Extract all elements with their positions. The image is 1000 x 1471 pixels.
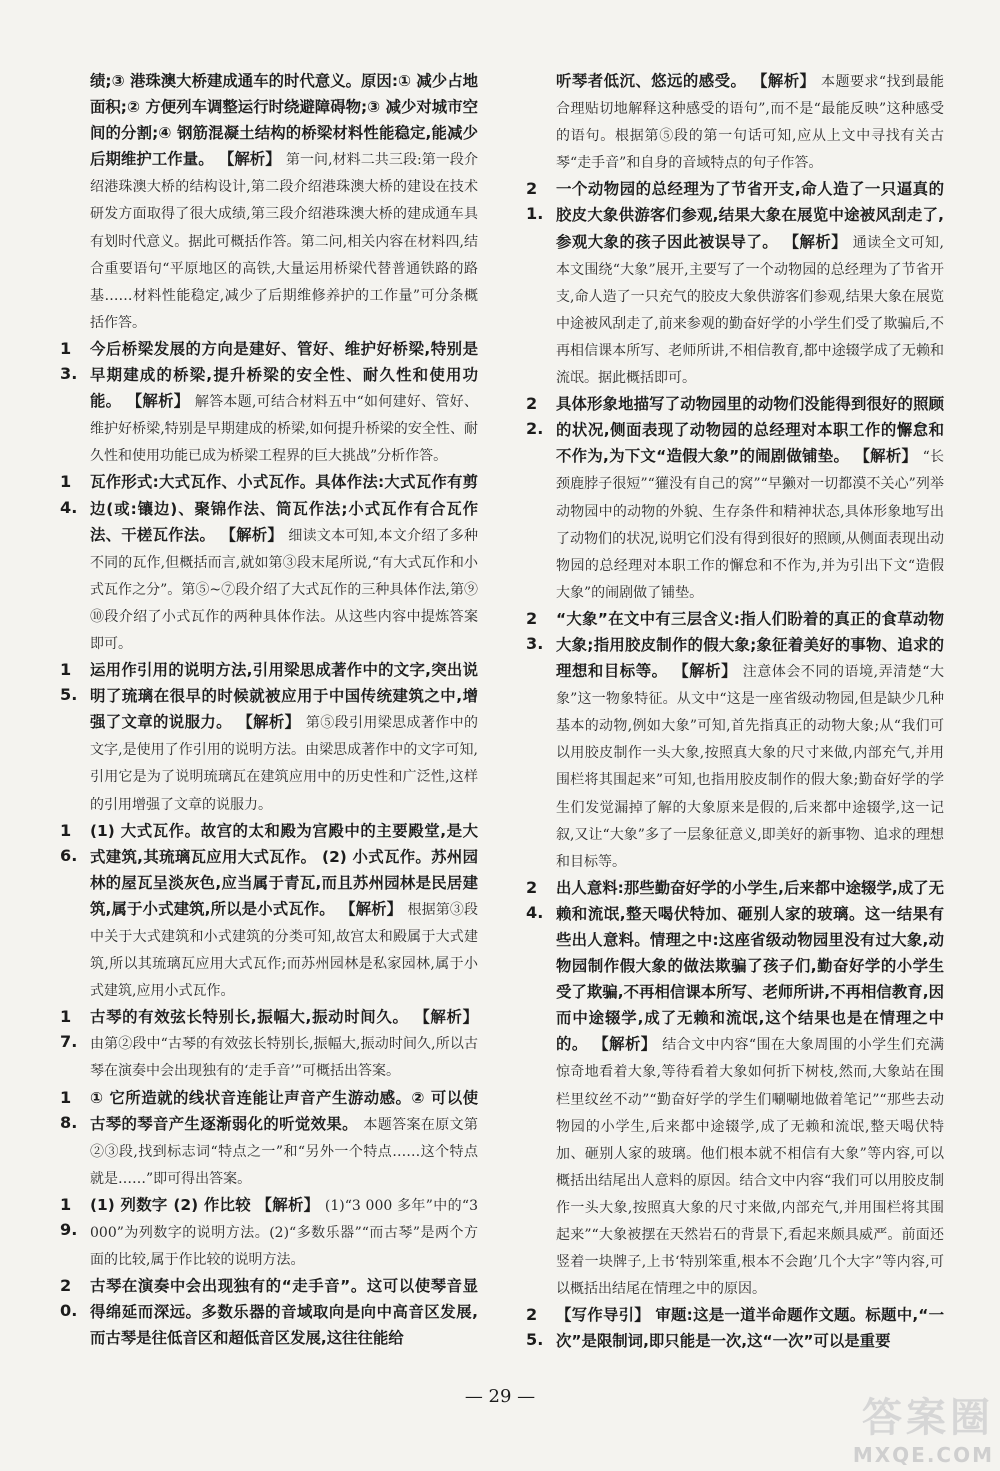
answer-text: 具体形象地描写了动物园里的动物们没能得到很好的照顾的状况,侧面表现了动物园的总经理对本职工作的懈怠和不作为,为下文“造假大象”的闹剧做铺垫。 <box>556 395 944 466</box>
analysis-tag: 【解析】 <box>751 72 816 90</box>
analysis-text: 根据第③段中关于大式建筑和小式建筑的分类可知,故宫太和殿属于大式建筑,所以其琉璃瓦应用大式瓦作;而苏州园林是私家园林,属于小式建筑,应用小式瓦作。 <box>90 901 478 1000</box>
analysis-text: 细读文本可知,本文介绍了多种不同的瓦作,但概括而言,就如第③段末尾所说,“有大式瓦作和小式瓦作之分”。第⑤~⑦段介绍了大式瓦作的三种具体作法,第⑨⑩段介绍了小式瓦作的两种具体作法。从这些内容中提炼答案即可。 <box>90 527 478 652</box>
answer-item <box>60 657 478 818</box>
analysis-tag: 【解析】 <box>237 713 301 732</box>
question-number: 19. <box>60 1194 78 1240</box>
answer-item <box>526 1302 944 1354</box>
question-number: 16. <box>60 820 78 865</box>
analysis-text: (1)“3 000 多年”中的“3 000”为列数字的说明方法。(2)“多数乐器”“而古琴”是两个方面的比较,属于作比较的说明方法。 <box>90 1197 478 1269</box>
answer-item <box>526 875 944 1303</box>
question-number: 17. <box>60 1007 78 1052</box>
answer-text: 绩;③ 港珠澳大桥建成通车的时代意义。原因:① 减少占地面积;② 方便列车调整运行时绕避障碍物;③ 减少对城市空间的分割;④ 钢筋混凝土结构的桥梁材料性能稳定,能减少后期维护工作量。 <box>90 72 478 169</box>
analysis-tag: 【解析】 <box>256 1195 320 1214</box>
watermark-url: MXQE.COM <box>852 1443 994 1467</box>
answer-text: (1) 列数字 (2) 作比较 <box>90 1195 252 1214</box>
analysis-tag: 【解析】 <box>218 150 281 169</box>
answer-item <box>60 469 478 657</box>
answer-text: 听琴者低沉、悠远的感受。 <box>556 72 747 90</box>
analysis-text: 由第②段中“古琴的有效弦长特别长,振幅大,振动时间久,所以古琴在演奏中会出现独有的‘走手音’”可概括出答案。 <box>90 1036 478 1080</box>
answer-item <box>60 1192 478 1273</box>
answer-text: 古琴在演奏中会出现独有的“走手音”。这可以使琴音显得绵延而深远。多数乐器的音域取向是向中高音区发展,而古琴是往低音区和超低音区发展,这往往能给 <box>90 1277 478 1348</box>
analysis-text: 第⑤段引用梁思成著作中的文字,是使用了作引用的说明方法。由梁思成著作中的文字可知,引用它是为了说明琉璃瓦在建筑应用中的历史性和广泛性,这样的引用增强了文章的说服力。 <box>90 715 478 813</box>
analysis-text: “长颈鹿脖子很短”“獾没有自己的窝”“早獭对一切都漠不关心”列举动物园中的动物的外貌、生存条件和精神状态,具体形象地写出了动物们的状况,说明它们没有得到很好的照顾,从侧面表现出动物园的总经理对本职工作的懈怠和不作为,并为引出下文“造假大象”的闹剧做了铺垫。 <box>556 449 944 601</box>
answer-text: 出人意料:那些勤奋好学的小学生,后来都中途辍学,成了无赖和流氓,整天喝伏特加、砸别人家的玻璃。这一结果有些出人意料。情理之中:这座省级动物园里没有过大象,动物园制作假大象的做法欺骗了孩子们,勤奋好学的小学生受了欺骗,不再相信课本所写、老师所讲,不再相信教育,因而中途辍学,成了无赖和流氓,这个结果也是在情理之中的。 <box>556 878 944 1054</box>
analysis-text: 注意体会不同的语境,弄清楚“大象”这一物象特征。从文中“这是一座省级动物园,但是缺少几种基本的动物,例如大象”可知,首先指真正的动物大象;从“我们可以用胶皮制作一头大象,按照真大象的尺寸来做,内部充气,并用围栏将其围起来”可知,也指用胶皮制作的假大象;勤奋好学的学生们发觉漏掉了解的大象原来是假的,后来都中途辍学,这一记叙,又让“大象”多了一层象征意义,即美好的新事物、追求的理想和目标等。 <box>556 664 944 870</box>
analysis-text: 本题答案在原文第②③段,找到标志词“特点之一”和“另外一个特点……这个特点就是……”即可得出答案。 <box>90 1116 479 1187</box>
page-number: — 29 — <box>464 1386 536 1407</box>
answer-text: 古琴的有效弦长特别长,振幅大,振动时间久。 <box>90 1008 409 1027</box>
analysis-text: 通读全文可知,本文围绕“大象”展开,主要写了一个动物园的总经理为了节省开支,命人造了一只充气的胶皮大象供游客们参观,结果大象在展览中途被风刮走了,前来参观的勤奋好学的小学生们受了欺骗后,不再相信课本所写、老师所讲,不相信教育,都中途辍学成了无赖和流氓。据此概括即可。 <box>556 234 944 387</box>
answer-continuation <box>60 68 478 336</box>
left-column <box>60 68 478 1352</box>
answer-item <box>60 1273 478 1351</box>
answer-item <box>60 336 478 469</box>
question-number: 20. <box>60 1276 78 1321</box>
question-number: 13. <box>60 338 78 384</box>
analysis-tag: 【解析】 <box>783 232 848 251</box>
answer-text: 瓦作形式:大式瓦作、小式瓦作。具体作法:大式瓦作有剪边(或:镶边)、聚锦作法、筒瓦作法;小式瓦作有合瓦作法、干槎瓦作法。 <box>90 473 478 544</box>
answer-item <box>60 1004 478 1084</box>
answer-text: 一个动物园的总经理为了节省开支,命人造了一只逼真的胶皮大象供游客们参观,结果大象在展览中途被风刮走了,参观大象的孩子因此被误导了。 <box>556 180 944 251</box>
analysis-text: 解答本题,可结合材料五中“如何建好、管好、维护好桥梁,特别是早期建成的桥梁,如何提升桥梁的安全性、耐久性和使用功能已成为桥梁工程界的巨大挑战”分析作答。 <box>90 394 478 465</box>
answer-text: 今后桥梁发展的方向是建好、管好、维护好桥梁,特别是早期建成的桥梁,提升桥梁的安全性、耐久性和使用功能。 <box>90 339 478 411</box>
analysis-tag: 【解析】 <box>220 525 283 544</box>
question-number: 21. <box>526 179 544 224</box>
answer-item <box>60 1085 478 1192</box>
question-number: 24. <box>526 877 544 922</box>
question-number: 15. <box>60 660 78 705</box>
watermark-logo <box>853 1386 994 1467</box>
analysis-text: 结合文中内容“围在大象周围的小学生们充满惊奇地看着大象,等待看着大象如何折下树枝,然而,大象站在围栏里纹丝不动”“勤奋好学的学生们唰唰地做着笔记”“那些去动物园的小学生,后来都中途辍学,成了无赖和流氓,整天喝伏特加、砸别人家的玻璃。他们根本就不相信有大象”等内容,可以概括出结尾出人意料的原因。结合文中内容“我们可以用胶皮制作一头大象,按照真大象的尺寸来做,内部充气,并用围栏将其围起来”“大象被摆在天然岩石的背景下,看起来颇具威严。前面还竖着一块牌子,上书‘特别笨重,根本不会跑’几个大字”等内容,可以概括出结尾在情理之中的原因。 <box>556 1037 944 1298</box>
answer-item <box>526 176 944 391</box>
question-number: 23. <box>526 608 544 653</box>
analysis-tag: 【解析】 <box>126 392 190 411</box>
right-column <box>526 68 944 1355</box>
watermark-logo-text: 答案圈 <box>862 1395 994 1441</box>
question-number: 18. <box>60 1087 78 1132</box>
question-number: 25. <box>526 1305 544 1350</box>
answer-text: “大象”在文中有三层含义:指人们盼着的真正的食草动物大象;指用胶皮制作的假大象;象征着美好的事物、追求的理想和目标等。 <box>556 609 944 681</box>
answer-text: 运用作引用的说明方法,引用梁思成著作中的文字,突出说明了琉璃在很早的时候就被应用于中国传统建筑之中,增强了文章的说服力。 <box>90 661 478 732</box>
question-number: 14. <box>60 472 78 517</box>
answer-continuation <box>526 68 944 176</box>
question-number: 22. <box>526 394 544 439</box>
answer-item <box>526 391 944 606</box>
answer-text: 审题:这是一道半命题作文题。标题中,“一次”是限制词,即只能是一次,这“一次”可以是重要 <box>556 1306 944 1351</box>
answer-item <box>526 606 944 875</box>
answer-text: ① 它所造就的线状音连能让声音产生游动感。② 可以使古琴的琴音产生逐渐弱化的听觉效果。 <box>90 1088 478 1133</box>
answer-item <box>60 818 478 1005</box>
analysis-text: 第一问,材料二共三段:第一段介绍港珠澳大桥的结构设计,第二段介绍港珠澳大桥的建设在技术研发方面取得了很大成绩,第三段介绍港珠澳大桥的建成通车具有划时代意义。据此可概括作答。第二问,相关内容在材料四,结合重要语句“平原地区的高铁,大量运用桥梁代替普通铁路的路基……材料性能稳定,减少了后期维修养护的工作量”可分条概括作答。 <box>90 152 478 331</box>
analysis-tag: 【解析】 <box>673 662 738 681</box>
analysis-tag: 【解析】 <box>593 1035 657 1054</box>
analysis-tag: 【解析】 <box>340 899 403 918</box>
analysis-tag: 【解析】 <box>854 447 918 466</box>
analysis-tag: 【写作导引】 <box>556 1306 650 1325</box>
answer-text: (1) 大式瓦作。故宫的太和殿为宫殿中的主要殿堂,是大式建筑,其琉璃瓦应用大式瓦作。 (2) 小式瓦作。苏州园林的屋瓦呈淡灰色,应当属于青瓦,而且苏州园林是民居建筑,属于小式建筑,所以是小式瓦作。 <box>90 821 478 918</box>
analysis-text: 本题要求“找到最能合理贴切地解释这种感受的语句”,而不是“最能反映”这种感受的语句。根据第⑤段的第一句话可知,应从上文中寻找有关古琴“走手音”和自身的音域特点的句子作答。 <box>556 74 944 172</box>
analysis-tag: 【解析】 <box>414 1008 478 1027</box>
